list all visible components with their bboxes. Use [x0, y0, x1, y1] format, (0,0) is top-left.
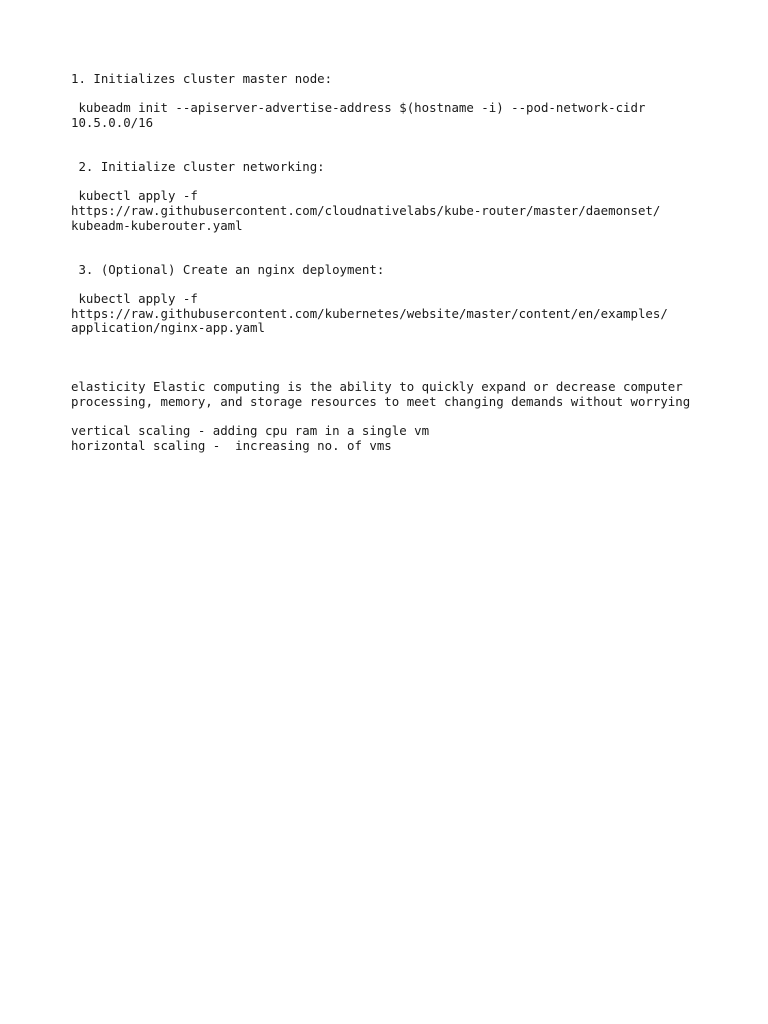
step1-command-line: 10.5.0.0/16 [71, 115, 154, 130]
step2-command-line: kubeadm-kuberouter.yaml [71, 218, 243, 233]
step1-command-line: kubeadm init --apiserver-advertise-address $(hostname -i) --pod-network-cidr [71, 100, 646, 115]
elasticity-paragraph: elasticity Elastic computing is the ability to quickly expand or decrease computer [71, 379, 683, 394]
step3-command-line: https://raw.githubusercontent.com/kubernetes/website/master/content/en/examples/ [71, 306, 668, 321]
step1-heading: 1. Initializes cluster master node: [71, 71, 333, 86]
step2-command-line: https://raw.githubusercontent.com/cloudnativelabs/kube-router/master/daemonset/ [71, 203, 661, 218]
step3-command-line: application/nginx-app.yaml [71, 320, 265, 335]
step2-command-line: kubectl apply -f [71, 188, 198, 203]
vertical-scaling-note: vertical scaling - adding cpu ram in a single vm [71, 423, 430, 438]
step3-command-line: kubectl apply -f [71, 291, 198, 306]
elasticity-paragraph: processing, memory, and storage resources to meet changing demands without worrying [71, 394, 691, 409]
step3-heading: 3. (Optional) Create an nginx deployment: [71, 262, 385, 277]
step2-heading: 2. Initialize cluster networking: [71, 159, 325, 174]
horizontal-scaling-note: horizontal scaling - increasing no. of vms [71, 438, 392, 453]
